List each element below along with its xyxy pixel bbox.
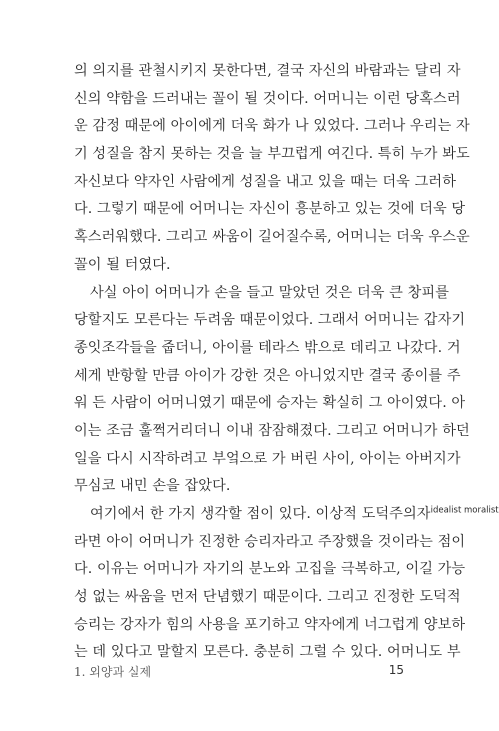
body-text <box>74 58 499 667</box>
text-line: 사실 아이 어머니가 손을 들고 말았던 것은 더욱 큰 창피를 <box>90 284 450 301</box>
text-line: 신의 약함을 드러내는 꼴이 될 것이다. 어머니는 이런 당혹스러 <box>74 90 461 107</box>
page-footer <box>74 663 404 679</box>
text-line: 무심코 내민 손을 잡았다. <box>74 478 231 495</box>
text-line: 워 든 사람이 어머니였기 때문에 승자는 확실히 그 아이였다. 아 <box>74 395 466 412</box>
text-line: 혹스러워했다. 그리고 싸움이 길어질수록, 어머니는 더욱 우스운 <box>74 229 470 246</box>
text-line: 자신보다 약자인 사람에게 성질을 내고 있을 때는 더욱 그러하 <box>74 173 457 190</box>
text-line: 운 감정 때문에 아이에게 더욱 화가 나 있었다. 그러나 우리는 자 <box>74 118 470 135</box>
page-number: 15 <box>388 663 404 677</box>
text-line: 세게 반항할 만큼 아이가 강한 것은 아니었지만 결국 종이를 주 <box>74 367 461 384</box>
text-line: 당할지도 모른다는 두려움 때문이었다. 그래서 어머니는 갑자기 <box>74 312 466 329</box>
text-line-body: 여기에서 한 가지 생각할 점이 있다. 이상적 도덕주의자 <box>90 506 431 522</box>
text-line: 다. 이유는 어머니가 자기의 분노와 고집을 극복하고, 이길 가능 <box>74 561 466 578</box>
text-line: 꼴이 될 터였다. <box>74 256 171 273</box>
text-line: 종잇조각들을 줍더니, 아이를 테라스 밖으로 데리고 나갔다. 거 <box>74 339 461 356</box>
text-line: 라면 아이 어머니가 진정한 승리자라고 주장했을 것이라는 점이 <box>74 533 466 550</box>
text-line: 일을 다시 시작하려고 부엌으로 가 버린 사이, 아이는 아버지가 <box>74 450 461 467</box>
text-line: 성 없는 싸움을 먼저 단념했기 때문이다. 그리고 진정한 도덕적 <box>74 589 461 606</box>
text-line: 의 의지를 관철시키지 못한다면, 결국 자신의 바람과는 달리 자 <box>74 63 461 79</box>
text-line: 는 데 있다고 말할지 모른다. 충분히 그럴 수 있다. 어머니도 부 <box>74 644 461 661</box>
running-footer-chapter: 1. 외양과 실제 <box>74 665 152 679</box>
text-line: 기 성질을 참지 못하는 것을 늘 부끄럽게 여긴다. 특히 누가 봐도 <box>74 146 470 163</box>
text-line: 승리는 강자가 힘의 사용을 포기하고 약자에게 너그럽게 양보하 <box>74 616 466 633</box>
text-line: 이는 조금 훌쩍거리더니 이내 잠잠해졌다. 그리고 어머니가 하던 <box>74 422 470 439</box>
english-gloss: idealist moralist <box>430 505 499 516</box>
text-line: 다. 그렇기 때문에 어머니는 자신이 흥분하고 있는 것에 더욱 당 <box>74 201 466 218</box>
text-line <box>74 501 499 529</box>
